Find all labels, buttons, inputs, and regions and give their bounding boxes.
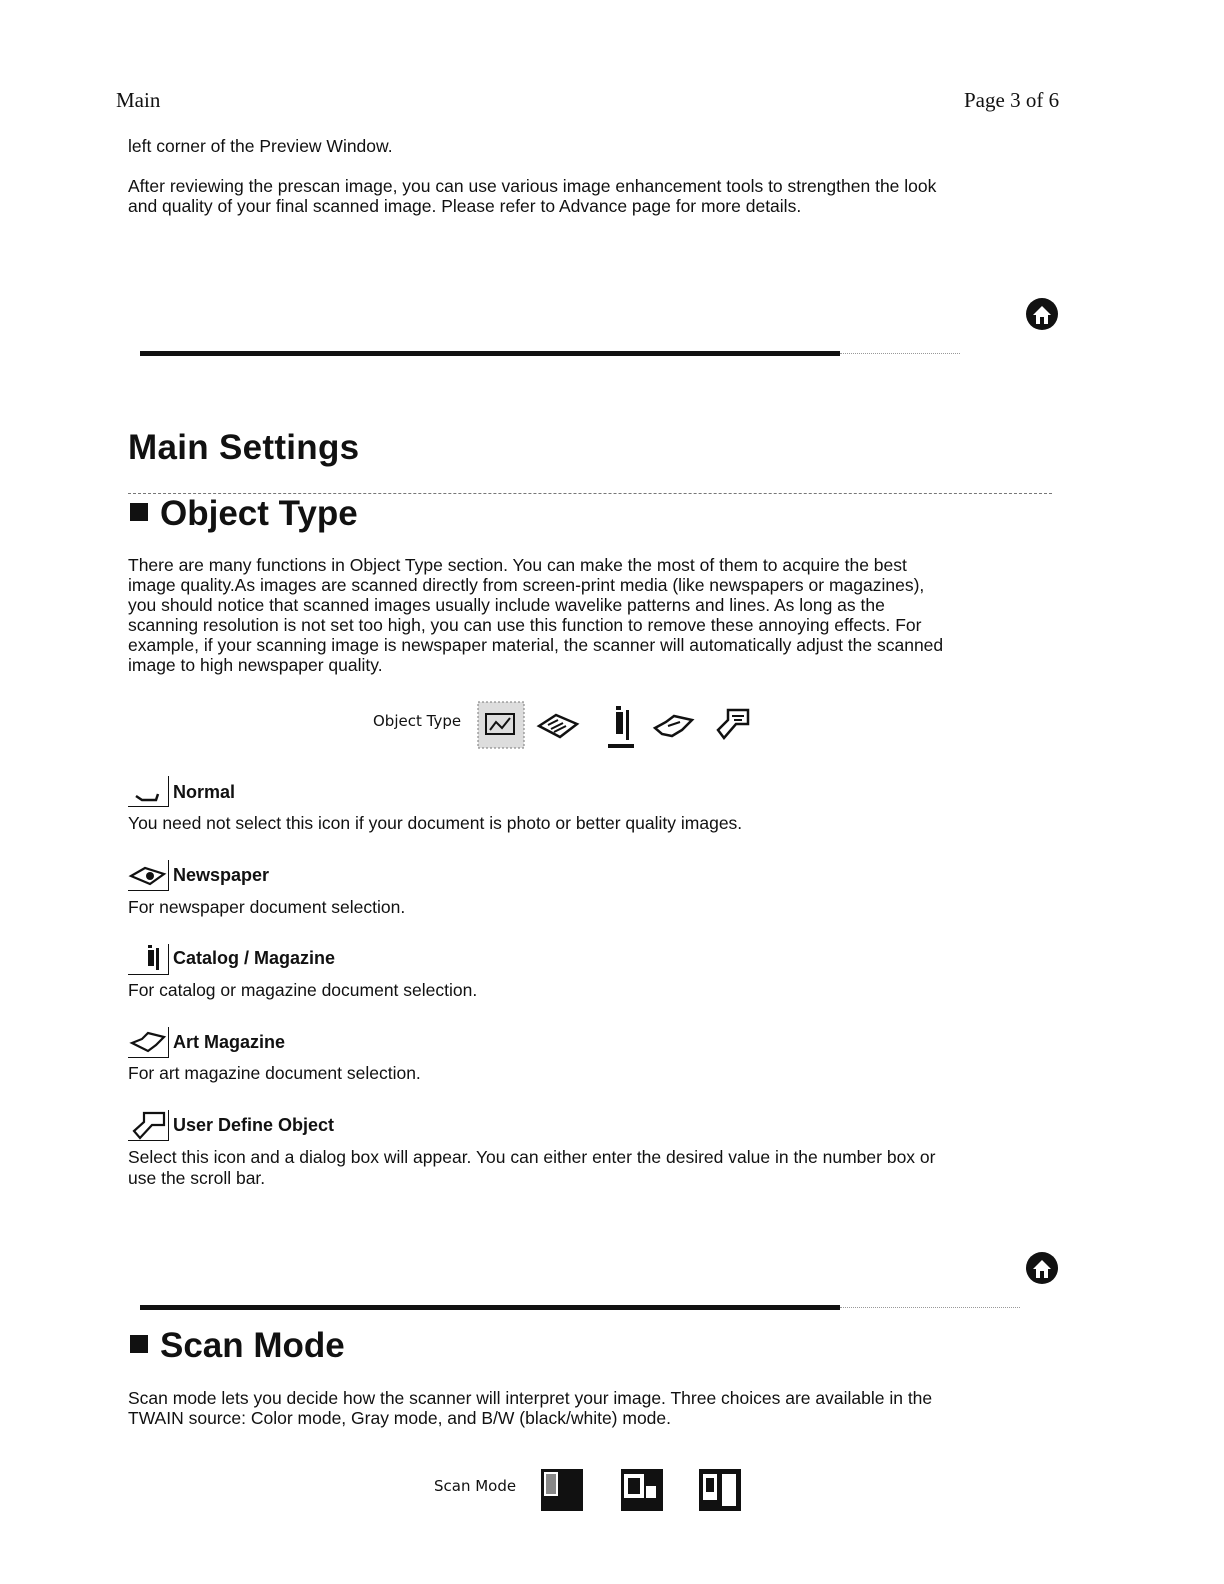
bullet-icon bbox=[130, 503, 148, 521]
newspaper-small-icon bbox=[128, 860, 168, 890]
newspaper-item-title: Newspaper bbox=[173, 865, 270, 885]
user-define-object-icon[interactable] bbox=[714, 706, 752, 742]
catalog-small-icon bbox=[128, 944, 168, 974]
intro-para-line-1: After reviewing the prescan image, you can use various image enhancement tools to strengthen the look bbox=[128, 176, 937, 196]
art-magazine-small-icon bbox=[128, 1027, 168, 1057]
bw-mode-icon[interactable] bbox=[698, 1468, 742, 1512]
home-icon[interactable] bbox=[1024, 296, 1060, 332]
object-type-toolbar-label: Object Type bbox=[373, 712, 462, 730]
scan-mode-heading: Scan Mode bbox=[130, 1326, 345, 1366]
user-define-small-icon bbox=[128, 1110, 168, 1140]
normal-small-icon bbox=[128, 776, 168, 806]
header-left: Main bbox=[116, 88, 161, 112]
art-magazine-item-desc: For art magazine document selection. bbox=[128, 1063, 421, 1083]
normal-item-icon-box bbox=[128, 776, 169, 807]
gray-mode-icon[interactable] bbox=[620, 1468, 664, 1512]
intro-line: left corner of the Preview Window. bbox=[128, 136, 393, 156]
art-magazine-icon[interactable] bbox=[652, 712, 696, 740]
catalog-magazine-icon[interactable] bbox=[604, 704, 640, 750]
home-icon[interactable] bbox=[1024, 1250, 1060, 1286]
user-define-item-desc: Select this icon and a dialog box will appear. You can either enter the desired value in the number box or bbox=[128, 1147, 936, 1167]
art-magazine-item-icon-box bbox=[128, 1027, 169, 1058]
main-settings-heading: Main Settings bbox=[128, 428, 360, 467]
scan-mode-para-line-2: TWAIN source: Color mode, Gray mode, and B/W (black/white) mode. bbox=[128, 1408, 672, 1428]
scan-mode-toolbar-label: Scan Mode bbox=[434, 1477, 517, 1495]
page-number: Page 3 of 6 bbox=[964, 88, 1060, 112]
newspaper-item-desc: For newspaper document selection. bbox=[128, 897, 406, 917]
newspaper-item-icon-box bbox=[128, 860, 169, 891]
catalog-item-title: Catalog / Magazine bbox=[173, 948, 336, 968]
object-type-heading: Object Type bbox=[130, 494, 358, 534]
user-define-item-icon-box bbox=[128, 1110, 169, 1141]
object-type-paragraph: There are many functions in Object Type section. You can make the most of them to acquire the best image quality.As images are scanned directly from screen-print media (like newspapers or magazines), you should notice that scanned images usually include wavelike patterns and lines. As long as the scanning resolution is not set too high, you can use this function to remove these annoying effects. For example, if your scanning image is newspaper material, the scanner will automatically adjust the scanned image to high newspaper quality. bbox=[128, 555, 944, 675]
intro-para-line-2: and quality of your final scanned image. Please refer to Advance page for more details. bbox=[128, 196, 802, 216]
color-mode-icon[interactable] bbox=[540, 1468, 584, 1512]
bullet-icon bbox=[130, 1335, 148, 1353]
user-define-item-title: User Define Object bbox=[173, 1115, 335, 1135]
section-divider bbox=[140, 1305, 840, 1310]
section-divider bbox=[140, 351, 840, 356]
normal-item-title: Normal bbox=[173, 782, 236, 802]
newspaper-icon[interactable] bbox=[536, 710, 580, 742]
normal-item-desc: You need not select this icon if your document is photo or better quality images. bbox=[128, 813, 743, 833]
normal-icon[interactable] bbox=[476, 700, 526, 750]
scan-mode-para-line-1: Scan mode lets you decide how the scanner will interpret your image. Three choices are available in the bbox=[128, 1388, 933, 1408]
user-define-item-desc-2: use the scroll bar. bbox=[128, 1168, 266, 1188]
art-magazine-item-title: Art Magazine bbox=[173, 1032, 286, 1052]
catalog-item-desc: For catalog or magazine document selection. bbox=[128, 980, 478, 1000]
catalog-item-icon-box bbox=[128, 944, 169, 975]
